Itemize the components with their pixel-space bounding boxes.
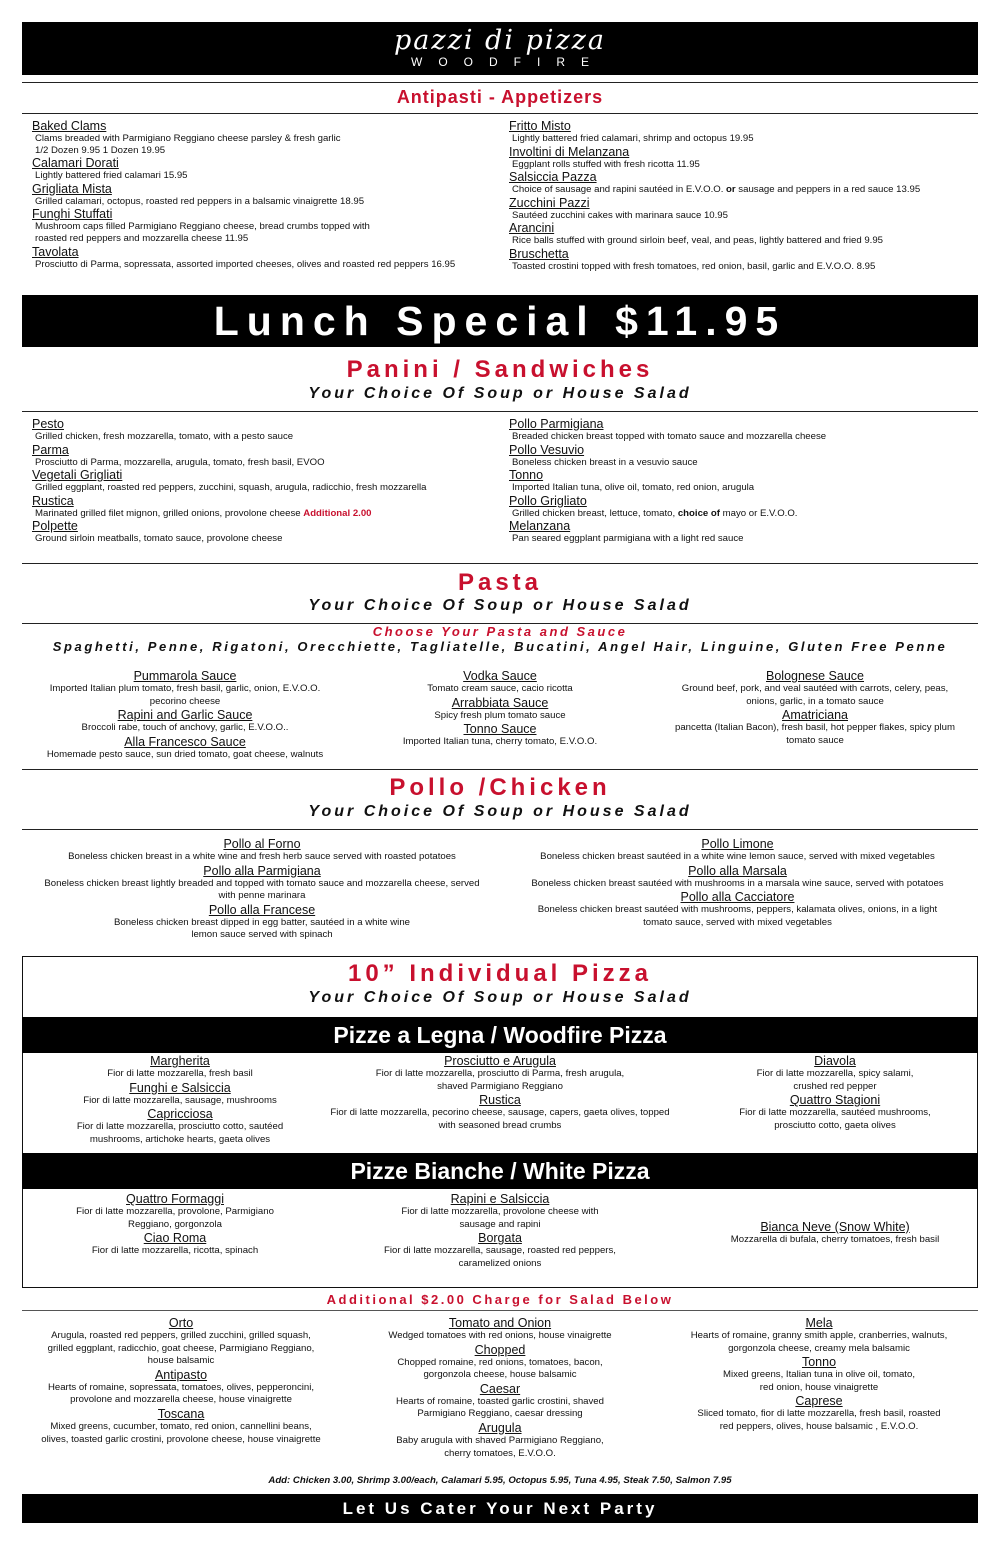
panini-left-column [32, 417, 502, 545]
menu-item-name: Tavolata [32, 244, 79, 259]
menu-item-name: Funghi e Salsiccia [129, 1080, 231, 1095]
menu-item-description: Parmigiano Reggiano, caesar dressing [417, 1408, 583, 1420]
menu-item-name: Rustica [479, 1093, 521, 1108]
menu-item-description: Boneless chicken breast sautéed with mushrooms in a marsala wine sauce, served with potatoes [531, 877, 944, 889]
menu-item-name: Tonno Sauce [463, 722, 537, 737]
menu-item-description [509, 431, 969, 443]
menu-item-description [32, 533, 502, 545]
menu-item-name: Quattro Formaggi [126, 1192, 224, 1206]
menu-item-description: Mixed greens, Italian tuna in olive oil, tomato, [723, 1369, 915, 1381]
menu-item-description: Clams breaded with Parmigiano Reggiano cheese parsley & fresh garlic [35, 133, 341, 144]
menu-item-description: Lightly battered fried calamari, shrimp and octopus 19.95 [512, 133, 754, 144]
menu-item-description: crushed red pepper [793, 1080, 877, 1092]
menu-item-description: Fior di latte mozzarella, sausage, roasted red peppers, [384, 1245, 616, 1257]
menu-item-description: Fior di latte mozzarella, spicy salami, [756, 1068, 914, 1079]
addons-line: Add: Chicken 3.00, Shrimp 3.00/each, Calamari 5.95, Octopus 5.95, Tuna 4.95, Steak 7.50, Salmon 7.95 [268, 1475, 732, 1486]
menu-item-description: Mushroom caps filled Parmigiano Reggiano cheese, bread crumbs topped with [35, 221, 370, 233]
white-pizza-col2 [355, 1192, 645, 1270]
menu-item-description: Fior di latte mozzarella, provolone, Parmigiano [76, 1206, 274, 1217]
description-text: Prosciutto di Parma, mozzarella, arugula, tomato, fresh basil, EVOO [35, 456, 325, 468]
menu-item-name: Fritto Misto [509, 119, 571, 133]
menu-item-name: Antipasto [154, 1367, 208, 1382]
divider [22, 563, 978, 564]
menu-item-name: Alla Francesco Sauce [124, 734, 246, 749]
menu-item-description: Prosciutto di Parma, sopressata, assorted imported cheeses, olives and roasted red peppers 16.95 [35, 258, 456, 270]
menu-item-name: Melanzana [509, 519, 571, 534]
menu-item-description: Sautéed zucchini cakes with marinara sauce 10.95 [512, 209, 728, 221]
antipasti-right-column [509, 119, 969, 273]
menu-item-description: Mozzarella di bufala, cherry tomatoes, fresh basil [730, 1234, 940, 1245]
menu-item-description: roasted red peppers and mozzarella cheese 11.95 [35, 232, 249, 244]
menu-item-description: red peppers, olives, house balsamic , E.V.O.O. [719, 1420, 919, 1432]
menu-item-description: 1/2 Dozen 9.95 1 Dozen 19.95 [35, 144, 166, 156]
menu-item-description: caramelized onions [458, 1257, 542, 1269]
description-text: Pan seared eggplant parmigiana with a light red sauce [512, 533, 744, 545]
menu-item-description: Imported Italian plum tomato, fresh basil, garlic, onion, E.V.O.O. [49, 683, 321, 694]
pasta-types: Spaghetti, Penne, Rigatoni, Orecchiette, Tagliatelle, Bucatini, Angel Hair, Linguine, Gluten Free Penne [52, 639, 948, 654]
menu-item-description [32, 508, 502, 520]
menu-item-name: Vodka Sauce [463, 669, 537, 683]
salad-charge-title: Additional $2.00 Charge for Salad Below [326, 1292, 674, 1307]
menu-item-description: with seasoned bread crumbs [438, 1119, 562, 1131]
woodfire-col2 [315, 1054, 685, 1132]
menu-item-description: Hearts of romaine, granny smith apple, cranberries, walnuts, [690, 1330, 948, 1341]
menu-item-name: Prosciutto e Arugula [444, 1054, 556, 1068]
menu-item-description: Imported Italian tuna, cherry tomato, E.V.O.O. [402, 736, 598, 748]
menu-item-description: Boneless chicken breast in a white wine and fresh herb sauce served with roasted potatoes [68, 851, 456, 862]
divider [22, 82, 978, 83]
menu-item-name: Pummarola Sauce [133, 669, 237, 683]
pollo-title: Pollo /Chicken [389, 774, 611, 801]
menu-item-name: Tonno [509, 468, 544, 483]
description-text: Choice of sausage and rapini sautéed in E.V.O.O. [512, 184, 727, 196]
menu-item-name: Salsiccia Pazza [509, 170, 597, 185]
salads-col1 [22, 1316, 340, 1446]
menu-item-description: Wedged tomatoes with red onions, house vinaigrette [388, 1330, 612, 1341]
description-text: Marinated grilled filet mignon, grilled onions, provolone cheese [35, 507, 301, 519]
menu-item-name: Arancini [509, 221, 555, 236]
description-text: Grilled chicken, fresh mozzarella, tomato, with a pesto sauce [35, 431, 294, 442]
menu-item-name: Pollo Parmigiana [509, 417, 604, 431]
menu-item-description: Boneless chicken breast sautéed with mushrooms, peppers, kalamata olives, onions, in a light [537, 904, 938, 916]
menu-item-description: Fior di latte mozzarella, ricotta, spinach [91, 1245, 259, 1257]
pasta-choose-label: Choose Your Pasta and Sauce [372, 624, 628, 639]
menu-item-name: Calamari Dorati [32, 156, 119, 171]
pollo-subtitle: Your Choice Of Soup or House Salad [308, 803, 692, 820]
menu-item-name: Pollo Limone [701, 837, 774, 851]
menu-item-name: Zucchini Pazzi [509, 195, 590, 210]
salads-col3 [660, 1316, 978, 1434]
menu-item-description: gorgonzola cheese, house balsamic [423, 1369, 577, 1381]
menu-item-name: Diavola [814, 1054, 856, 1068]
menu-item-name: Pollo alla Marsala [688, 863, 787, 878]
menu-item-name: Tonno [801, 1355, 837, 1370]
menu-item-name: Margherita [150, 1054, 210, 1068]
menu-item-description: red onion, house vinaigrette [759, 1381, 879, 1393]
menu-item-description: Boneless chicken breast dipped in egg batter, sautéed in a white wine [113, 916, 410, 928]
menu-item-description: tomato sauce, served with mixed vegetables [643, 916, 832, 928]
menu-item-description: Fior di latte mozzarella, fresh basil [107, 1068, 253, 1079]
menu-item-name: Bolognese Sauce [766, 669, 864, 683]
white-pizza-col1 [30, 1192, 320, 1258]
menu-item-name: Chopped [474, 1342, 526, 1357]
description-text: Grilled eggplant, roasted red peppers, zucchini, squash, arugula, radicchio, fresh mozzarella [35, 482, 427, 494]
pollo-right-column [505, 837, 970, 929]
menu-item-description [509, 482, 969, 494]
menu-item-name: Caprese [795, 1394, 843, 1409]
divider [22, 411, 978, 412]
menu-item-name: Arrabbiata Sauce [451, 695, 549, 710]
menu-item-description [509, 457, 969, 469]
panini-subtitle: Your Choice Of Soup or House Salad [308, 385, 692, 402]
menu-item-description [509, 533, 969, 545]
woodfire-pizza-banner: Pizze a Legna / Woodfire Pizza [22, 1017, 978, 1053]
menu-item-description: Boneless chicken breast lightly breaded and topped with tomato sauce and mozzarella cheese, served [44, 877, 480, 889]
menu-item-description [32, 457, 502, 469]
antipasti-title: Antipasti - Appetizers [396, 87, 604, 107]
pasta-subtitle: Your Choice Of Soup or House Salad [308, 597, 692, 614]
menu-item-description: Fior di latte mozzarella, sausage, mushrooms [83, 1094, 277, 1106]
description-emphasis: choice of [677, 507, 720, 519]
menu-item-name: Capricciosa [147, 1107, 213, 1122]
menu-item-name: Polpette [32, 519, 78, 534]
menu-item-description: Sliced tomato, fior di latte mozzarella, fresh basil, roasted [697, 1408, 941, 1420]
menu-item-description [509, 508, 969, 520]
menu-item-description: Eggplant rolls stuffed with fresh ricotta 11.95 [512, 158, 700, 170]
menu-item-description: house balsamic [147, 1355, 215, 1367]
description-text: Ground sirloin meatballs, tomato sauce, provolone cheese [35, 533, 283, 545]
menu-item-description: prosciutto cotto, gaeta olives [774, 1119, 896, 1131]
menu-item-description: Hearts of romaine, sopressata, tomatoes, olives, pepperoncini, [47, 1381, 315, 1393]
menu-item-name: Borgata [478, 1231, 522, 1246]
menu-item-name: Tomato and Onion [448, 1316, 552, 1330]
menu-item-name: Involtini di Melanzana [509, 144, 630, 159]
menu-item-name: Pollo Grigliato [509, 493, 587, 508]
menu-item-name: Caesar [479, 1381, 521, 1396]
menu-item-name: Pollo alla Francese [208, 902, 316, 917]
menu-item-description: Ground beef, pork, and veal sautéed with carrots, celery, peas, [681, 683, 949, 694]
description-text: Breaded chicken breast topped with tomato sauce and mozzarella cheese [512, 431, 827, 442]
menu-item-description: Fior di latte mozzarella, prosciutto di Parma, fresh arugula, [375, 1068, 625, 1079]
menu-item-name: Orto [168, 1316, 194, 1330]
description-text: sausage and peppers in a red sauce 13.95 [735, 184, 921, 196]
menu-item-description: Fior di latte mozzarella, prosciutto cotto, sautéed [76, 1121, 284, 1133]
menu-item-name: Baked Clams [32, 119, 107, 133]
menu-item-description: Mixed greens, cucumber, tomato, red onion, cannellini beans, [50, 1420, 312, 1432]
menu-item-description: mushrooms, artichoke hearts, gaeta olives [89, 1133, 271, 1145]
menu-item-description: Reggiano, gorgonzola [128, 1218, 222, 1230]
logo-script: pazzi di pizza [393, 25, 607, 56]
menu-item-description: lemon sauce served with spinach [191, 929, 333, 941]
logo-subtitle: WOODFIRE [411, 55, 605, 69]
menu-item-description: provolone and mozzarella cheese, house vinaigrette [70, 1394, 292, 1406]
menu-item-description: shaved Parmigiano Reggiano [437, 1080, 563, 1092]
menu-item-description: Spicy fresh plum tomato sauce [434, 709, 566, 721]
panini-right-column [509, 417, 969, 545]
salads-col2 [355, 1316, 645, 1460]
pasta-sauces-col2 [355, 669, 645, 749]
menu-item-description: Toasted crostini topped with fresh tomatoes, red onion, basil, garlic and E.V.O.O. 8.95 [512, 260, 876, 272]
menu-item-name: Quattro Stagioni [789, 1093, 881, 1108]
menu-item-description: sausage and rapini [459, 1218, 541, 1230]
menu-item-description: cherry tomatoes, E.V.O.O. [444, 1447, 556, 1459]
menu-item-name: Vegetali Grigliati [32, 468, 123, 483]
menu-item-name: Pollo Vesuvio [509, 442, 585, 457]
logo-banner [22, 22, 978, 75]
menu-item-description: Baby arugula with shaved Parmigiano Reggiano, [396, 1434, 604, 1446]
menu-item-description: tomato sauce [786, 734, 844, 746]
menu-item-description: Chopped romaine, red onions, tomatoes, bacon, [397, 1356, 603, 1368]
menu-item-description: Grilled calamari, octopus, roasted red peppers in a balsamic vinaigrette 18.95 [35, 195, 365, 207]
description-text: Grilled chicken breast, lettuce, tomato, [512, 507, 678, 519]
woodfire-col3 [690, 1054, 980, 1132]
menu-item-name: Rustica [32, 493, 74, 508]
divider [22, 829, 978, 830]
panini-title: Panini / Sandwiches [346, 356, 654, 383]
menu-item-description: Broccoli rabe, touch of anchovy, garlic, E.V.O.O.. [81, 722, 289, 734]
menu-item-description: Hearts of romaine, toasted garlic crostini, shaved [396, 1395, 604, 1407]
description-text: Boneless chicken breast in a vesuvio sauce [512, 456, 698, 468]
menu-item-name: Pollo al Forno [223, 837, 301, 851]
menu-item-name: Parma [32, 442, 69, 457]
menu-item-description [509, 184, 969, 196]
menu-item-description [32, 482, 502, 494]
pasta-sauces-col3 [660, 669, 970, 747]
description-emphasis: or [726, 184, 736, 196]
antipasti-left-column [32, 119, 502, 270]
menu-item-description: Lightly battered fried calamari 15.95 [35, 170, 188, 182]
menu-item-description: Tomato cream sauce, cacio ricotta [427, 683, 573, 694]
menu-item-description: Homemade pesto sauce, sun dried tomato, goat cheese, walnuts [46, 748, 324, 760]
menu-item-description: pecorino cheese [149, 695, 221, 707]
menu-item-description: gorgonzola cheese, creamy mela balsamic [728, 1342, 910, 1354]
pasta-sauces-col1 [30, 669, 340, 761]
menu-item-name: Ciao Roma [143, 1231, 207, 1246]
menu-item-description [32, 431, 502, 443]
menu-item-name: Amatriciana [782, 708, 848, 723]
menu-item-name: Rapini e Salsiccia [450, 1192, 550, 1206]
menu-item-name: Mela [805, 1316, 833, 1330]
divider [22, 1310, 978, 1311]
menu-item-name: Arugula [478, 1420, 522, 1435]
pasta-title: Pasta [457, 569, 543, 596]
menu-item-description: olives, toasted garlic crostini, provolone cheese, house vinaigrette [41, 1433, 321, 1445]
menu-item-description: Rice balls stuffed with ground sirloin beef, veal, and peas, lightly battered and fried 9.95 [512, 235, 884, 247]
menu-item-description: pancetta (Italian Bacon), fresh basil, hot pepper flakes, spicy plum [675, 722, 955, 734]
lunch-special-banner: Lunch Special $11.95 [22, 295, 978, 347]
white-pizza-col3 [690, 1220, 980, 1247]
menu-item-name: Bruschetta [509, 246, 569, 261]
menu-item-description: Fior di latte mozzarella, provolone cheese with [401, 1206, 599, 1217]
menu-item-description: Fior di latte mozzarella, sautéed mushrooms, [739, 1107, 931, 1119]
description-text: Imported Italian tuna, olive oil, tomato, red onion, arugula [512, 482, 755, 494]
menu-item-name: Pollo alla Parmigiana [203, 863, 321, 878]
additional-charge: Additional 2.00 [303, 507, 372, 519]
menu-item-description: Boneless chicken breast sautéed in a white wine lemon sauce, served with mixed vegetables [540, 851, 935, 862]
description-text: mayo or E.V.O.O. [719, 507, 798, 519]
menu-item-description: Arugula, roasted red peppers, grilled zucchini, grilled squash, [51, 1330, 311, 1341]
menu-item-name: Pollo alla Cacciatore [680, 890, 795, 905]
menu-item-name: Funghi Stuffati [32, 207, 113, 222]
menu-item-name: Pesto [32, 417, 64, 431]
divider [22, 769, 978, 770]
divider [22, 113, 978, 114]
menu-item-name: Bianca Neve (Snow White) [760, 1220, 910, 1234]
catering-banner: Let Us Cater Your Next Party [22, 1494, 978, 1523]
menu-item-name: Grigliata Mista [32, 181, 112, 196]
menu-item-name: Toscana [157, 1406, 205, 1421]
white-pizza-banner: Pizze Bianche / White Pizza [22, 1153, 978, 1189]
pizza-subtitle: Your Choice Of Soup or House Salad [308, 989, 692, 1006]
menu-item-description: Fior di latte mozzarella, pecorino cheese, sausage, capers, gaeta olives, topped [330, 1107, 670, 1119]
menu-item-description: with penne marinara [218, 890, 306, 902]
menu-item-description: grilled eggplant, radicchio, goat cheese, Parmigiano Reggiano, [47, 1342, 315, 1354]
pollo-left-column [22, 837, 502, 942]
menu-item-name: Rapini and Garlic Sauce [117, 708, 253, 723]
menu-item-description: onions, garlic, in a tomato sauce [746, 695, 884, 707]
pizza-title: 10” Individual Pizza [347, 960, 653, 987]
woodfire-col1 [30, 1054, 330, 1146]
